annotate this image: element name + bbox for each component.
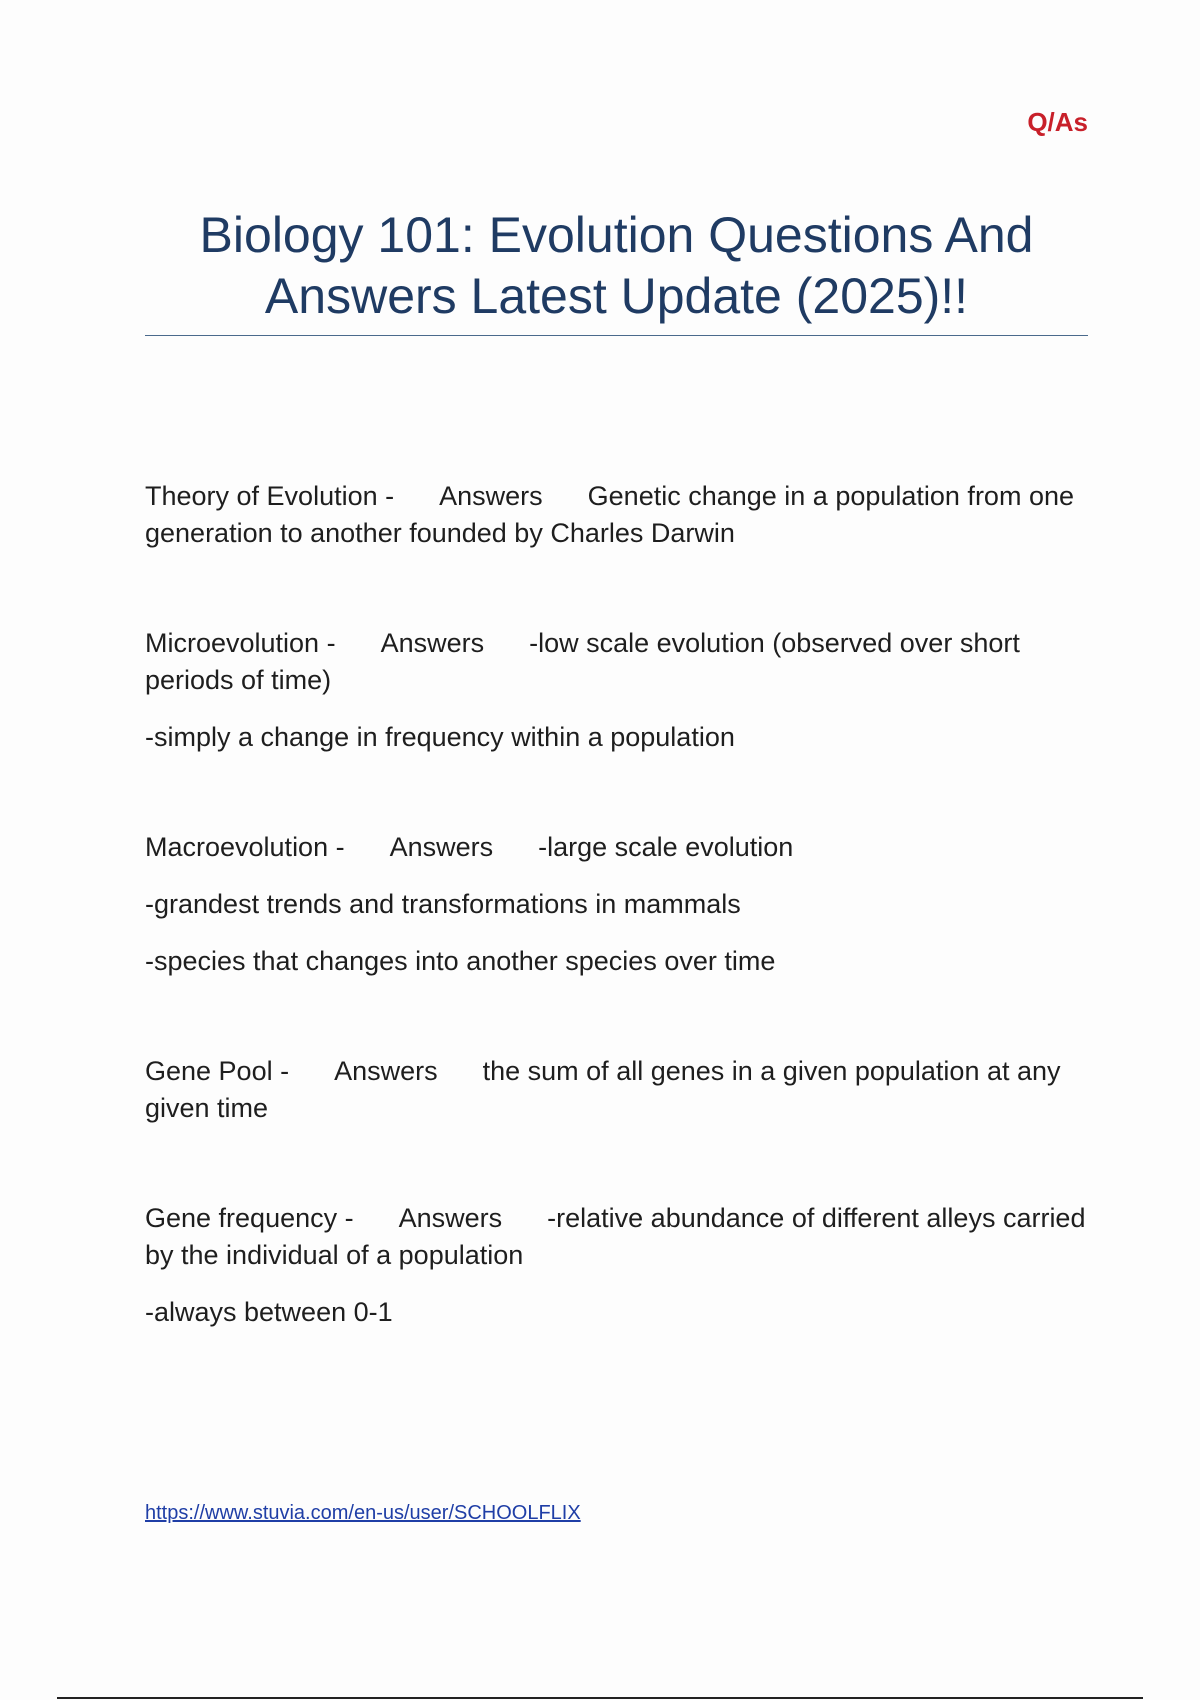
qa-tag: Q/As [1027, 107, 1088, 137]
qa-answer-label: Answers [334, 1056, 438, 1086]
qa-term: Gene Pool - [145, 1056, 290, 1086]
qa-answer: Genetic change in a population from one generation to another founded by Charles Darwin [145, 481, 1074, 548]
footer-divider [57, 1697, 1143, 1699]
qa-extra-line: -always between 0-1 [145, 1297, 393, 1327]
qa-answer-label: Answers [389, 832, 494, 862]
qa-answer: the sum of all genes in a given population at any given time [145, 1056, 1061, 1123]
qa-answer-label: Answers [380, 628, 485, 658]
qa-term: Macroevolution - [145, 832, 345, 862]
document-title: Biology 101: Evolution Questions And Answers Latest Update (2025)!! [199, 207, 1034, 324]
qa-entry-line [145, 1053, 1090, 1127]
qa-answer-label: Answers [398, 1203, 503, 1233]
qa-answer: -large scale evolution [538, 832, 794, 862]
qa-extra-line: -simply a change in frequency within a population [145, 722, 735, 752]
qa-list [145, 478, 1090, 1404]
qa-entry-microevolution [145, 625, 1090, 756]
qa-entry-line [145, 478, 1090, 552]
qa-entry-line [145, 625, 1090, 699]
qa-entry-theory-of-evolution [145, 478, 1090, 552]
qa-term: Microevolution - [145, 628, 336, 658]
title-divider [145, 335, 1088, 336]
qa-answer: -low scale evolution (observed over short periods of time) [145, 628, 1020, 695]
qa-answer: -relative abundance of different alleys carried by the individual of a population [145, 1203, 1086, 1270]
qa-answer-label: Answers [439, 481, 543, 511]
qa-extra-line: -species that changes into another species over time [145, 946, 776, 976]
qa-entry-line [145, 1200, 1090, 1274]
source-link[interactable]: https://www.stuvia.com/en-us/user/SCHOOLFLIX [145, 1502, 581, 1524]
qa-term: Gene frequency - [145, 1203, 354, 1233]
qa-entry-gene-frequency [145, 1200, 1090, 1331]
qa-entry-line [145, 829, 1090, 866]
qa-entry-gene-pool [145, 1053, 1090, 1127]
qa-entry-macroevolution [145, 829, 1090, 980]
qa-term: Theory of Evolution - [145, 481, 395, 511]
qa-extra-line: -grandest trends and transformations in mammals [145, 889, 741, 919]
